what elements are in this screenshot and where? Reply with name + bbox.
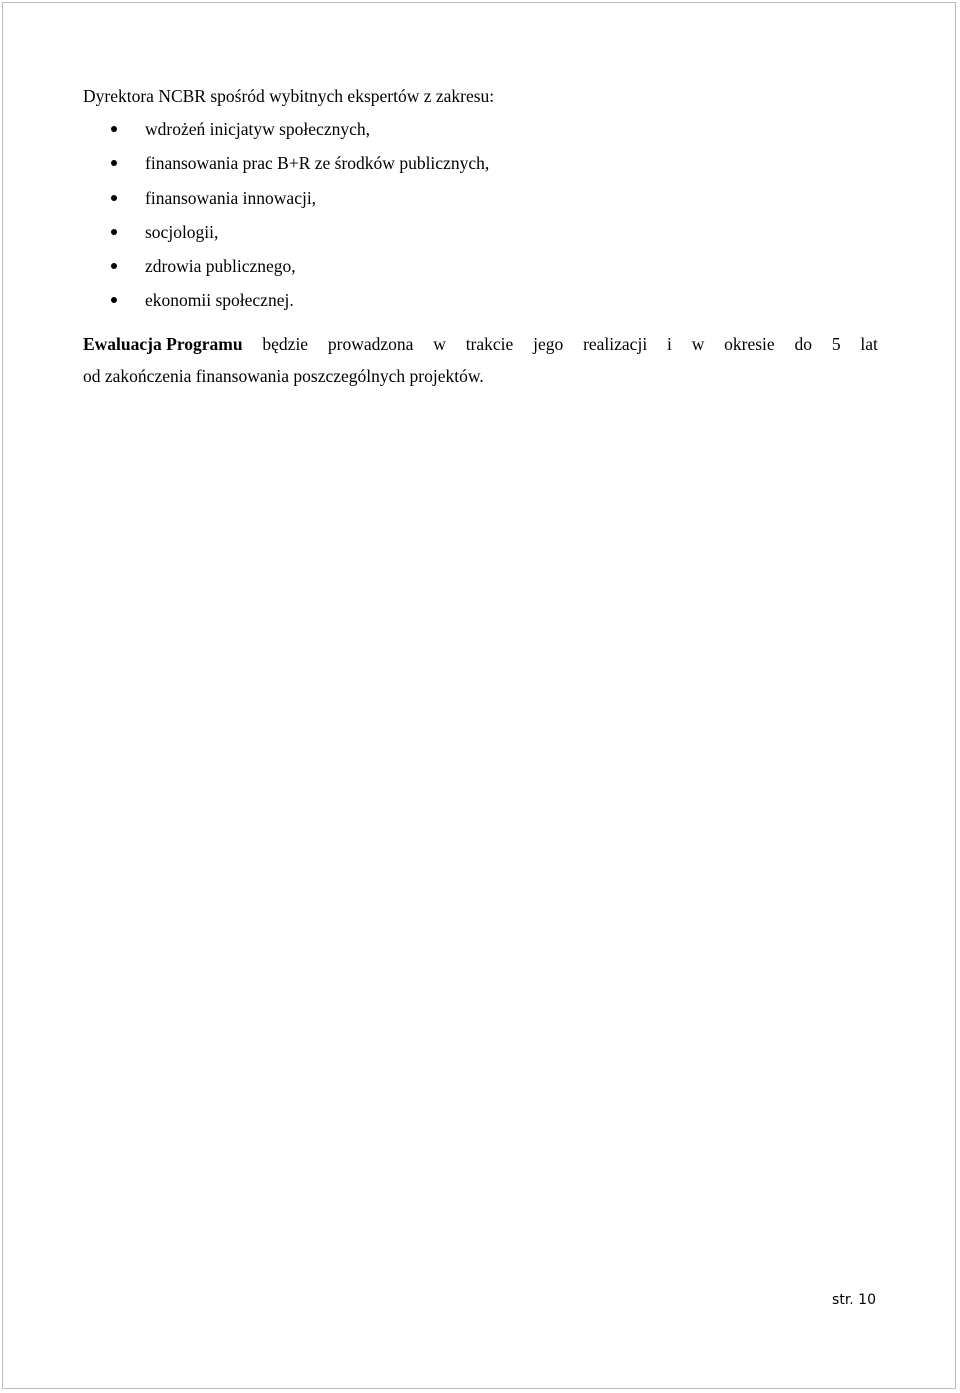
bullet-icon (111, 160, 117, 166)
bullet-icon (111, 126, 117, 132)
paragraph-line-2: od zakończenia finansowania poszczególnych projektów. (83, 365, 484, 386)
paragraph-word: w (691, 333, 705, 354)
bullet-icon (111, 195, 117, 201)
list-item-text: finansowania innowacji, (145, 187, 317, 208)
evaluation-paragraph (83, 328, 878, 392)
list-item (83, 117, 878, 151)
list-item (83, 151, 878, 185)
paragraph-word: trakcie (465, 333, 514, 354)
paragraph-word: prowadzona (327, 333, 414, 354)
bullet-icon (111, 263, 117, 269)
list-item-text: ekonomii społecznej. (145, 290, 294, 311)
list-item-text: socjologii, (145, 221, 219, 242)
paragraph-word: do (794, 333, 812, 354)
list-item (83, 254, 878, 288)
list-item (83, 186, 878, 220)
paragraph-word: 5 (831, 333, 841, 354)
list-item-text: finansowania prac B+R ze środków publicznych, (145, 153, 490, 174)
document-body (83, 84, 878, 392)
paragraph-word: w (433, 333, 446, 354)
paragraph-word: realizacji (583, 333, 648, 354)
paragraph-word: będzie (262, 333, 309, 354)
paragraph-line-1 (83, 328, 878, 360)
bullet-icon (111, 297, 117, 303)
page-number: str. 10 (832, 1292, 876, 1308)
paragraph-word: jego (533, 333, 564, 354)
paragraph-word: okresie (724, 333, 775, 354)
paragraph-bold-lead: Ewaluacja Programu (83, 333, 243, 354)
list-item (83, 220, 878, 254)
bullet-icon (111, 229, 117, 235)
list-item (83, 288, 878, 322)
intro-line: Dyrektora NCBR spośród wybitnych ekspertów z zakresu: (83, 86, 495, 106)
list-item-text: zdrowia publicznego, (145, 256, 296, 277)
paragraph-word: lat (860, 333, 878, 354)
paragraph-word: i (667, 333, 672, 354)
expertise-list (83, 117, 878, 323)
list-item-text: wdrożeń inicjatyw społecznych, (145, 119, 370, 139)
